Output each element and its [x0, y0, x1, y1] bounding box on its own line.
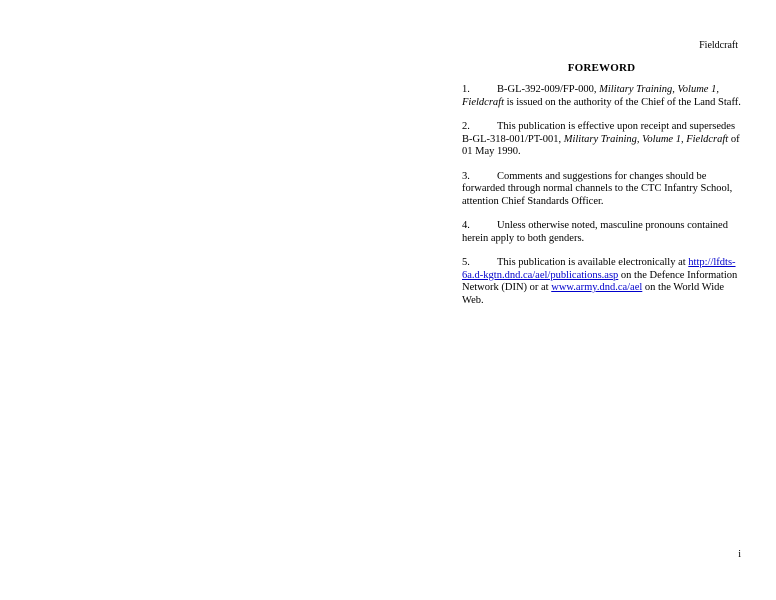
paragraph-number: 2. — [462, 121, 470, 132]
paragraph — [462, 84, 741, 109]
paragraph-text: on the Defence Information Network (DIN) or at — [462, 269, 738, 293]
paragraph-text: B-GL-392-009/FP-000, — [497, 84, 600, 95]
page-number: i — [738, 549, 741, 560]
paragraph-text: This publication is available electronically at — [497, 257, 689, 268]
paragraph-text: is issued on the authority of the Chief of the Land Staff. — [504, 96, 741, 108]
paragraph — [462, 171, 741, 209]
paragraph-text: of 01 May 1990. — [462, 133, 740, 157]
paragraph-number: 4. — [462, 220, 470, 231]
paragraph-number: 5. — [462, 257, 470, 268]
running-header: Fieldcraft — [699, 40, 738, 51]
italic-title: Military Training, Volume 1, Fieldcraft — [462, 84, 719, 108]
paragraph — [462, 220, 741, 245]
paragraph-text: This publication is effective upon receipt and supersedes B-GL-318-001/PT-001, — [462, 121, 736, 145]
paragraph-text: Comments and suggestions for changes should be forwarded through normal channels to the CTC Infantry School, attention Chief Standards Officer. — [462, 170, 733, 207]
foreword-body — [462, 84, 741, 319]
page-title: FOREWORD — [567, 62, 636, 74]
paragraph-number: 3. — [462, 170, 470, 182]
paragraph — [462, 257, 741, 307]
hyperlink[interactable]: www.army.dnd.ca/ael — [551, 282, 643, 293]
paragraph — [462, 121, 741, 159]
paragraph-text: Unless otherwise noted, masculine pronouns contained herein apply to both genders. — [462, 220, 728, 244]
hyperlink[interactable]: http://lfdts-6a.d-kgtn.dnd.ca/ael/publications.asp — [462, 257, 736, 281]
italic-title: Military Training, Volume 1, Fieldcraft — [563, 133, 729, 145]
paragraph-text: on the World Wide Web. — [462, 282, 725, 306]
paragraph-number: 1. — [462, 84, 470, 95]
